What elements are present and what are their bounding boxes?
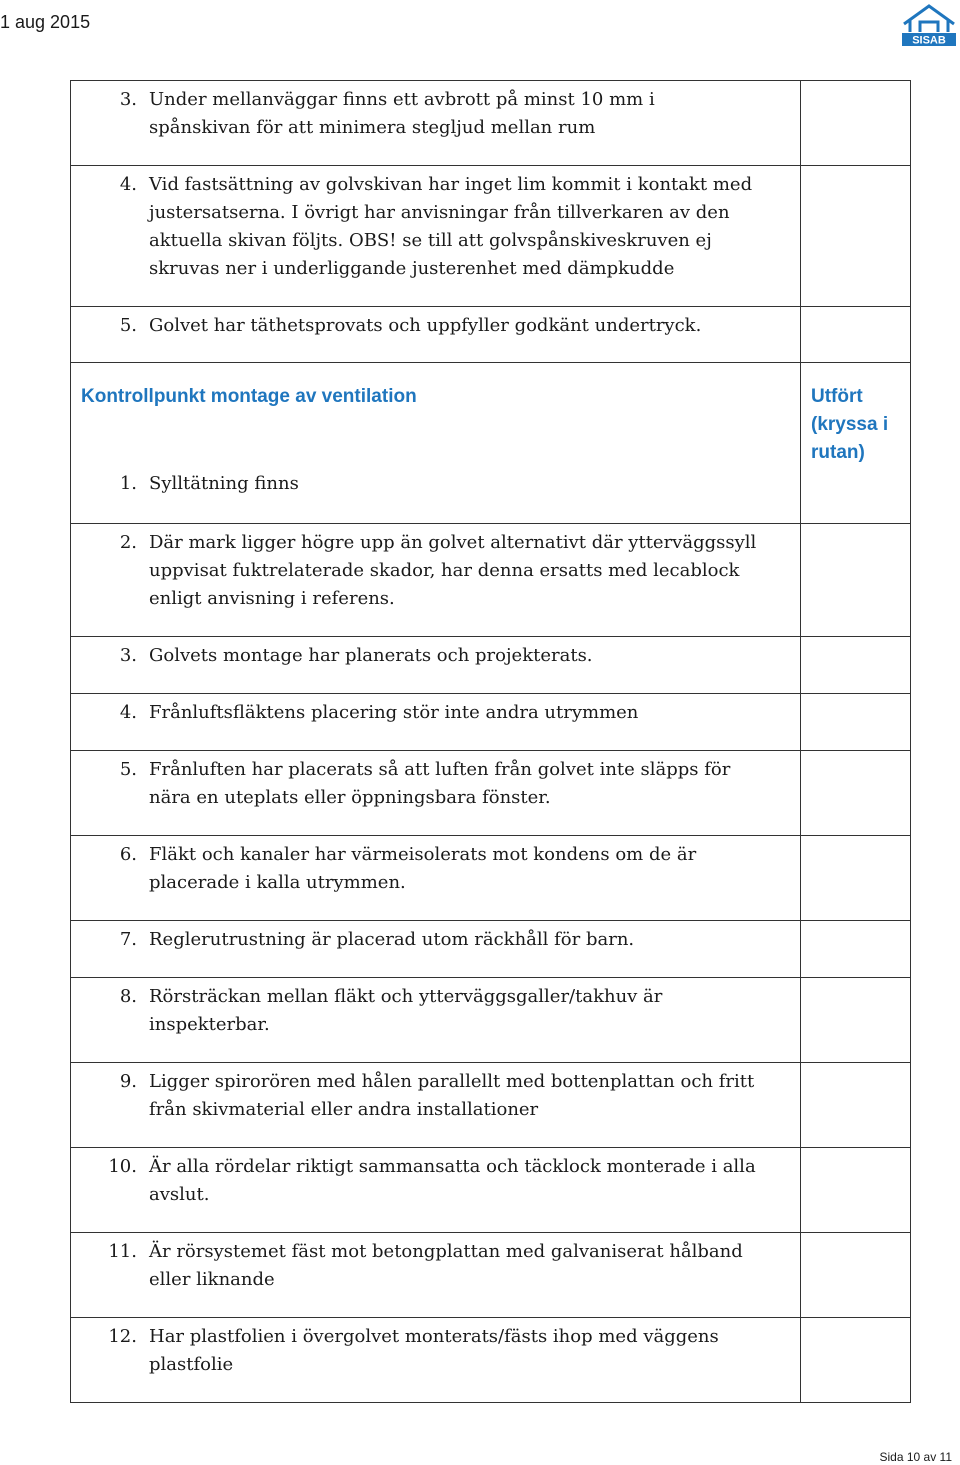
svg-text:SISAB: SISAB [912,34,946,47]
item-cell [71,836,801,921]
item-text [149,171,800,283]
table-row [71,921,911,978]
checklist-item [71,312,800,340]
item-text-line: avslut. [149,1184,210,1205]
done-header-line: (kryssa i [811,414,889,435]
item-cell [71,524,801,637]
checkbox-cell[interactable] [801,166,911,307]
item-text [149,529,800,613]
item-number: 1. [119,473,137,494]
item-text-line: Reglerutrustning är placerad utom räckhåll för barn. [149,929,635,950]
checklist-item [71,983,800,1039]
item-text [149,470,800,498]
item-cell [71,694,801,751]
item-number: 7. [119,929,137,950]
table-row [71,637,911,694]
item-text [149,1153,800,1209]
item-text [149,983,800,1039]
item-text-line: Under mellanväggar finns ett avbrott på minst 10 mm i [149,89,655,110]
item-text-line: eller liknande [149,1269,275,1290]
checkbox-cell[interactable] [801,978,911,1063]
item-number: 3. [119,645,137,666]
item-text-line: uppvisat fuktrelaterade skador, har denna ersatts med lecablock [149,560,740,581]
item-cell [71,81,801,166]
checklist-item [71,1153,800,1209]
item-text-line: Frånluften har placerats så att luften från golvet inte släpps för [149,759,731,780]
table-row [71,524,911,637]
item-cell [71,1233,801,1318]
item-text [149,312,800,340]
checkbox-cell[interactable] [801,1148,911,1233]
item-number: 4. [119,702,137,723]
page-number: Sida 10 av 11 [879,1450,952,1464]
item-number: 2. [119,532,137,553]
item-number: 12. [108,1326,137,1347]
item-text-line: aktuella skivan följts. OBS! se till att golvspånskiveskruven ej [149,230,712,251]
section-title: Kontrollpunkt montage av ventilation [81,386,417,407]
checkbox-cell[interactable] [801,694,911,751]
item-text [149,1238,800,1294]
checklist-item [71,529,800,613]
item-text-line: plastfolie [149,1354,234,1375]
checklist-item [71,86,800,142]
checklist-item [71,1238,800,1294]
item-text-line: skruvas ner i underliggande justerenhet med dämpkudde [149,258,675,279]
item-number: 4. [119,174,137,195]
document-date: 1 aug 2015 [0,12,91,32]
checkbox-cell[interactable] [801,1233,911,1318]
item-text-line: Är alla rördelar riktigt sammansatta och täcklock monterade i alla [149,1156,756,1177]
item-text [149,756,800,812]
item-text [149,1068,800,1124]
item-cell [71,1318,801,1403]
checkbox-cell[interactable] [801,1063,911,1148]
item-text-line: Vid fastsättning av golvskivan har inget lim kommit i kontakt med [149,174,753,195]
item-number: 6. [119,844,137,865]
checklist-item [71,926,800,954]
checklist-item [71,470,800,498]
item-cell [71,307,801,363]
table-row [71,1233,911,1318]
item-cell [71,1148,801,1233]
sisab-logo [898,2,960,48]
item-number: 11. [108,1241,137,1262]
checklist-item [71,1323,800,1379]
item-text-line: Frånluftsfläktens placering stör inte andra utrymmen [149,702,639,723]
item-text [149,841,800,897]
table-row [71,751,911,836]
checklist-item [71,1068,800,1124]
item-text-line: Rörsträckan mellan fläkt och ytterväggsgaller/takhuv är [149,986,663,1007]
table-row [71,166,911,307]
done-header-line: rutan) [811,442,865,463]
item-number: 8. [119,986,137,1007]
checklist-table [70,80,911,1403]
item-text-line: Fläkt och kanaler har värmeisolerats mot kondens om de är [149,844,697,865]
item-text-line: Har plastfolien i övergolvet monterats/fästs ihop med väggens [149,1326,719,1347]
item-number: 5. [119,315,137,336]
item-text-line: Där mark ligger högre upp än golvet alternativt där ytterväggssyll [149,532,757,553]
checkbox-cell[interactable] [801,307,911,363]
table-row [71,978,911,1063]
checklist-item [71,699,800,727]
table-row [71,81,911,166]
checklist-item [71,756,800,812]
checkbox-cell[interactable] [801,1318,911,1403]
item-cell [71,1063,801,1148]
item-text [149,699,800,727]
done-header-cell [801,363,911,524]
checklist-item [71,171,800,283]
table-row [71,694,911,751]
item-text-line: nära en uteplats eller öppningsbara fönster. [149,787,551,808]
item-text-line: Ligger spirorören med hålen parallellt med bottenplattan och fritt [149,1071,755,1092]
table-row [71,1318,911,1403]
done-header-line: Utfört [811,386,863,407]
item-text-line: Sylltätning finns [149,473,299,494]
item-text-line: justersatserna. I övrigt har anvisningar från tillverkaren av den [149,202,730,223]
item-text-line: Golvet har täthetsprovats och uppfyller godkänt undertryck. [149,315,702,336]
item-text [149,642,800,670]
item-cell [71,978,801,1063]
item-text-line: Är rörsystemet fäst mot betongplattan med galvaniserat hålband [149,1241,743,1262]
item-number: 5. [119,759,137,780]
checkbox-cell[interactable] [801,524,911,637]
item-cell [71,637,801,694]
item-number: 9. [119,1071,137,1092]
table-row [71,363,911,524]
checkbox-cell[interactable] [801,81,911,166]
item-cell [71,751,801,836]
table-row [71,307,911,363]
item-text [149,926,800,954]
item-text-line: från skivmaterial eller andra installationer [149,1099,539,1120]
table-row [71,836,911,921]
checkbox-cell[interactable] [801,836,911,921]
item-text-line: inspekterbar. [149,1014,270,1035]
item-text-line: placerade i kalla utrymmen. [149,872,406,893]
item-number: 10. [108,1156,137,1177]
item-text-line: spånskivan för att minimera stegljud mellan rum [149,117,596,138]
checkbox-cell[interactable] [801,751,911,836]
item-text [149,86,800,142]
item-cell [71,166,801,307]
checklist-item [71,642,800,670]
item-text-line: enligt anvisning i referens. [149,588,395,609]
item-cell [71,921,801,978]
table-row [71,1063,911,1148]
table-row [71,1148,911,1233]
checklist-item [71,841,800,897]
done-column-header [801,363,910,467]
checkbox-cell[interactable] [801,637,911,694]
item-text-line: Golvets montage har planerats och projekterats. [149,645,593,666]
item-text [149,1323,800,1379]
item-number: 3. [119,89,137,110]
checkbox-cell[interactable] [801,921,911,978]
section-header-cell [71,363,801,524]
